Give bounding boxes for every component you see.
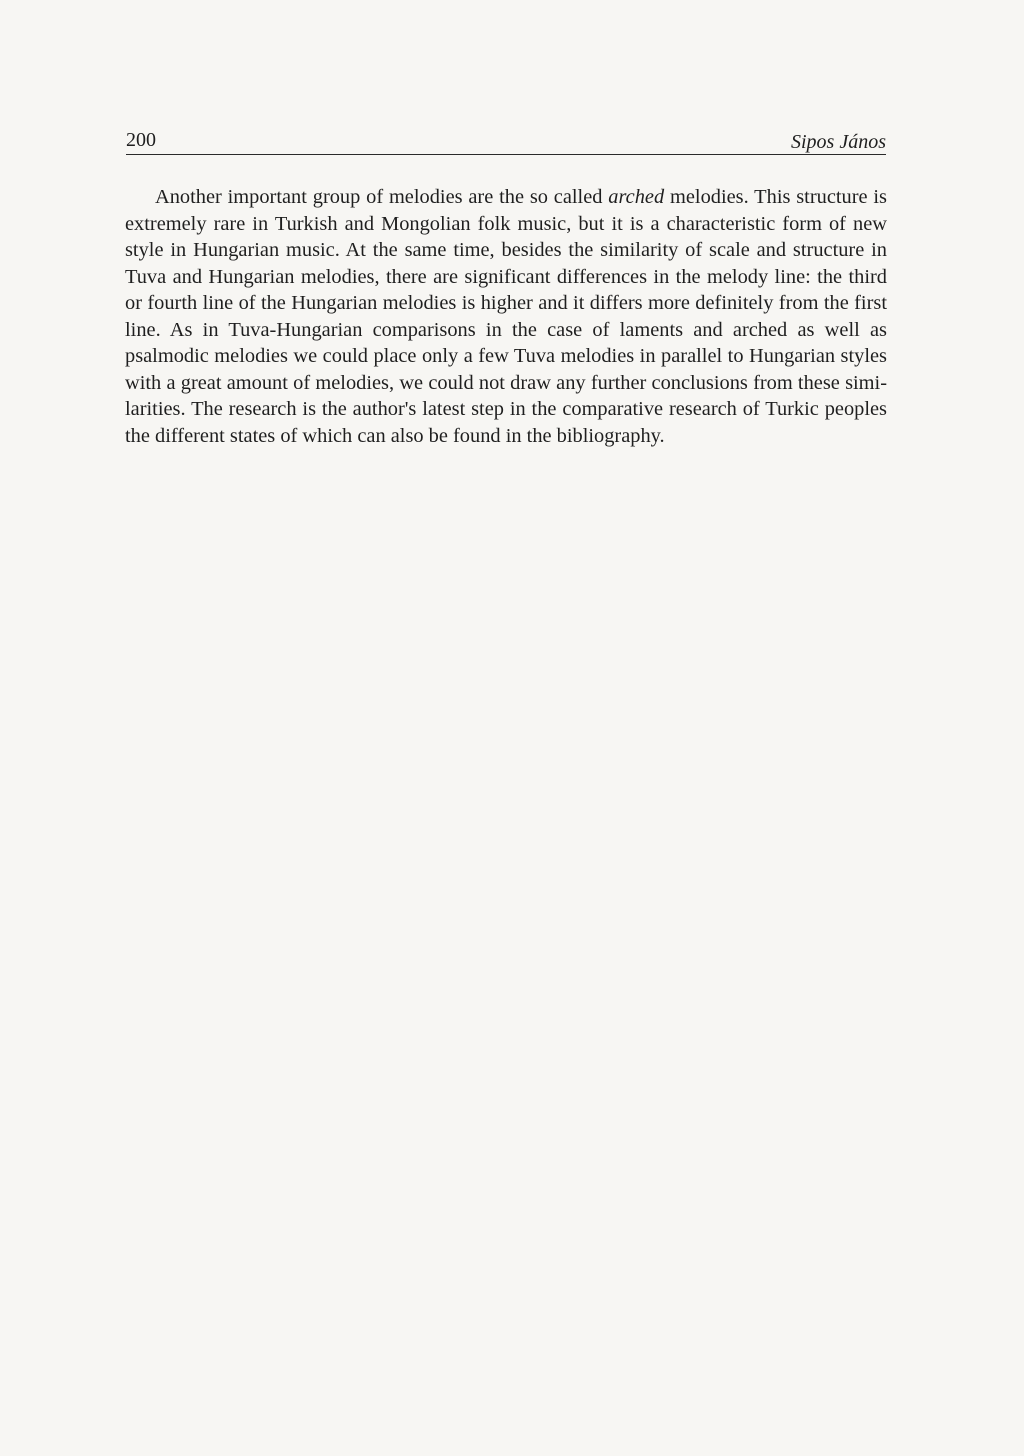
paragraph-italic-term: arched [608,186,665,208]
body-paragraph [125,184,887,449]
page-number: 200 [126,129,156,151]
running-head-author: Sipos János [791,131,886,153]
page-header [126,128,886,155]
paragraph-text-rest: melodies. This structure is extremely rare in Turkish and Mongolian folk music, but it is a characteristic form of new style in Hungarian music. At the same time, besides the similarity of scale and structure in Tuva and Hungarian melodies, there are significant differences in the melody line: the third or fourth line of the Hungarian melodies is higher and it differs more definitely from the first line. As in Tuva-Hungarian comparisons in the case of laments and arched as well as psalmodic melodies we could place only a few Tuva melodies in parallel to Hungarian styles with a great amount of melodies, we could not draw any further conclusions from these similarities. The research is the author's latest step in the comparative research of Turkic peoples the different states of which can also be found in the bibliography. [125,186,887,447]
paragraph-text-start: Another important group of melodies are the so called [155,186,609,208]
